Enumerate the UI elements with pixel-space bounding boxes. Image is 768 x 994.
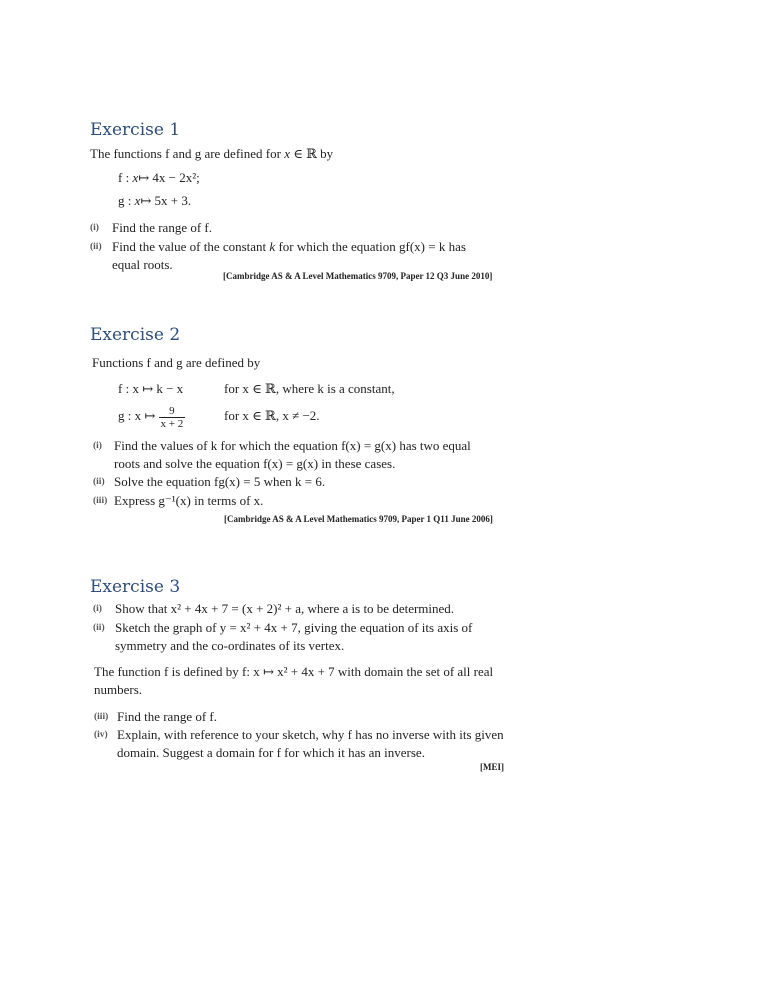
intro-text-end: ∈ ℝ by <box>289 146 334 161</box>
ex3-part-i-number: (i) <box>93 604 102 614</box>
g-def-pre: g : <box>118 193 135 208</box>
fraction-denominator: x + 2 <box>160 417 184 430</box>
exercise-2-intro: Functions f and g are defined by <box>92 355 261 370</box>
ex2-part-i-line1: Find the values of k for which the equation f(x) = g(x) has two equal <box>114 438 471 453</box>
ex3-part-ii-line1: Sketch the graph of y = x² + 4x + 7, giving the equation of its axis of <box>115 620 473 635</box>
exercise-2-g-domain: for x ∈ ℝ, x ≠ −2. <box>224 408 320 423</box>
f-def-post: ↦ 4x − 2x²; <box>138 170 200 185</box>
ex1-source: [Cambridge AS & A Level Mathematics 9709, Paper 12 Q3 June 2010] <box>223 271 493 281</box>
ex2-part-iii-number: (iii) <box>93 496 108 506</box>
ex1-part-i-text: Find the range of f. <box>112 220 213 235</box>
exercise-1-intro <box>90 146 333 162</box>
ex2-part-i-line2: roots and solve the equation f(x) = g(x) in these cases. <box>114 456 396 471</box>
ex1-part-ii-line2: equal roots. <box>112 257 173 272</box>
part-ii-pre: Find the value of the constant <box>112 239 270 254</box>
f-def-var: x <box>132 170 139 185</box>
ex3-part-ii-line2: symmetry and the co-ordinates of its vertex. <box>115 638 345 653</box>
ex2-part-ii-number: (ii) <box>93 477 105 487</box>
ex1-part-ii-number: (ii) <box>90 242 102 252</box>
fraction-numerator: 9 <box>159 405 186 418</box>
exercise-1-f-definition <box>118 170 200 186</box>
exercise-1-g-definition <box>118 193 191 209</box>
ex3-stem-line2: numbers. <box>94 682 143 697</box>
ex3-part-i-text: Show that x² + 4x + 7 = (x + 2)² + a, where a is to be determined. <box>115 601 455 616</box>
ex3-part-ii-number: (ii) <box>93 623 105 633</box>
ex3-part-iv-number: (iv) <box>94 730 108 740</box>
ex3-part-iv-line1: Explain, with reference to your sketch, why f has no inverse with its given <box>117 727 504 742</box>
exercise-3-heading: Exercise 3 <box>90 577 181 597</box>
exercise-2-f-definition: f : x ↦ k − x <box>118 381 184 396</box>
ex2-part-iii-text: Express g⁻¹(x) in terms of x. <box>114 493 264 508</box>
exercise-1-heading: Exercise 1 <box>90 120 181 140</box>
ex1-part-i-number: (i) <box>90 223 99 233</box>
intro-var: x <box>284 146 290 161</box>
ex3-stem-line1: The function f is defined by f: x ↦ x² + 4x + 7 with domain the set of all real <box>94 664 494 679</box>
exercise-2-g-definition <box>118 404 185 430</box>
f-def-pre: f : <box>118 170 133 185</box>
g-def: g : x ↦ <box>118 408 156 423</box>
ex2-part-i-number: (i) <box>93 441 102 451</box>
exercise-2-f-domain: for x ∈ ℝ, where k is a constant, <box>224 381 395 396</box>
ex3-source: [MEI] <box>480 762 504 772</box>
ex3-part-iii-text: Find the range of f. <box>117 709 218 724</box>
ex3-part-iv-line2: domain. Suggest a domain for f for which it has an inverse. <box>117 745 425 760</box>
ex2-source: [Cambridge AS & A Level Mathematics 9709, Paper 1 Q11 June 2006] <box>224 514 493 524</box>
part-ii-var: k <box>269 239 276 254</box>
ex1-part-ii-line1 <box>112 239 466 255</box>
g-def-var: x <box>134 193 141 208</box>
part-ii-post: for which the equation gf(x) = k has <box>275 239 466 254</box>
intro-text: The functions f and g are defined for <box>90 146 285 161</box>
ex3-part-iii-number: (iii) <box>94 712 109 722</box>
exercise-2-heading: Exercise 2 <box>90 325 181 345</box>
g-def-post: ↦ 5x + 3. <box>140 193 192 208</box>
g-fraction <box>159 405 186 430</box>
ex2-part-ii-text: Solve the equation fg(x) = 5 when k = 6. <box>114 474 326 489</box>
